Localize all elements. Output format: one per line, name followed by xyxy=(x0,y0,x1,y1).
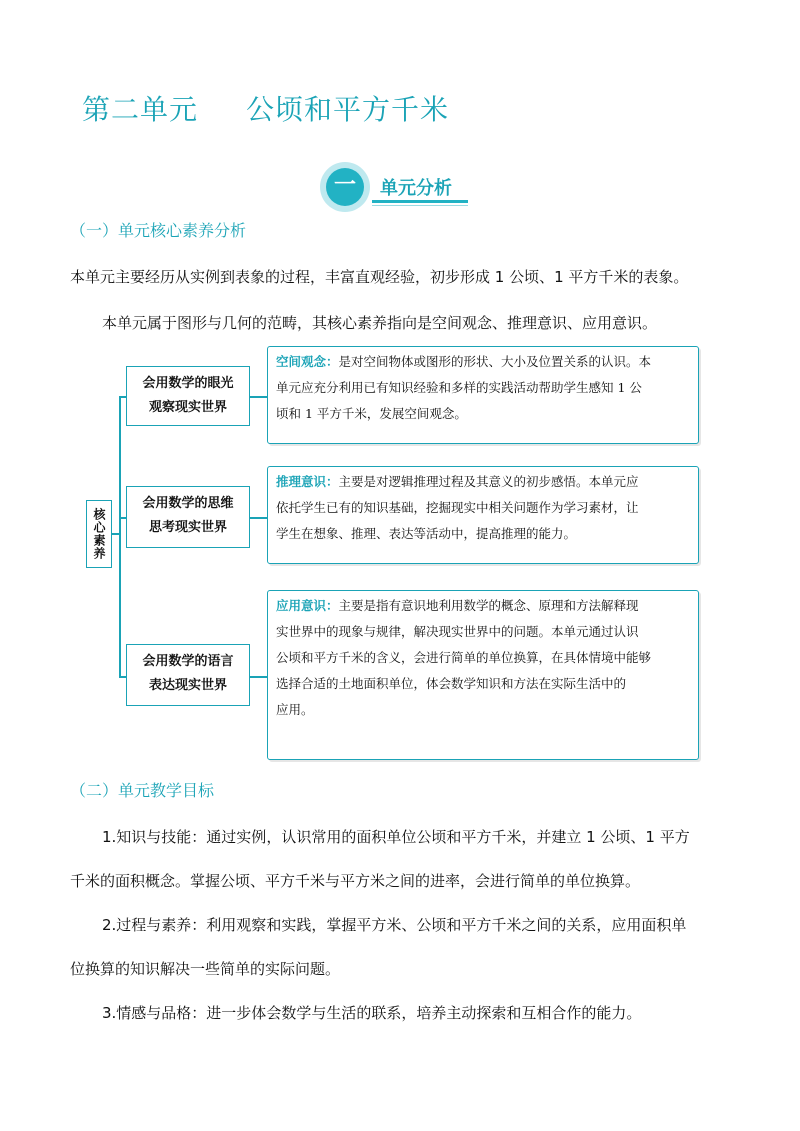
keyword-spatial: 空间观念： xyxy=(276,354,339,369)
desc-line: 选择合适的土地面积单位，体会数学知识和方法在实际生活中的 xyxy=(276,676,627,691)
goal-3-line-1: 3.情感与品格：进一步体会数学与生活的联系，培养主动探索和互相合作的能力。 xyxy=(102,1004,642,1022)
goal-1-line-2: 千米的面积概念。掌握公顷、平方千米与平方米之间的进率，会进行简单的单位换算。 xyxy=(70,872,641,890)
section-number: 一 xyxy=(326,168,364,206)
desc-line: 单元应充分利用已有知识经验和多样的实践活动帮助学生感知 1 公 xyxy=(276,380,642,395)
unit-topic: 公顷和平方千米 xyxy=(246,93,450,126)
core-literacy-box: 核心素养 xyxy=(86,500,112,568)
node-line: 会用数学的思维 xyxy=(142,496,234,511)
section-badge xyxy=(320,160,480,216)
part1-heading: （一）单元核心素养分析 xyxy=(70,221,247,240)
desc-box-application xyxy=(267,590,699,760)
node-line: 观察现实世界 xyxy=(148,400,227,415)
diagram-node-express xyxy=(126,644,250,706)
keyword-application: 应用意识： xyxy=(276,598,339,613)
desc-line: 是对空间物体或图形的形状、大小及位置关系的认识。本 xyxy=(338,354,652,369)
desc-box-spatial xyxy=(267,346,699,444)
unit-number: 第二单元 xyxy=(82,93,199,126)
desc-line: 应用。 xyxy=(276,702,314,717)
node-line: 思考现实世界 xyxy=(148,520,227,535)
part1-paragraph-2: 本单元属于图形与几何的范畴，其核心素养指向是空间观念、推理意识、应用意识。 xyxy=(102,314,658,332)
keyword-reasoning: 推理意识： xyxy=(276,474,339,489)
desc-line: 顷和 1 平方千米，发展空间观念。 xyxy=(276,406,467,421)
desc-line: 主要是对逻辑推理过程及其意义的初步感悟。本单元应 xyxy=(338,474,639,489)
node-line: 会用数学的眼光 xyxy=(142,376,234,391)
goal-2-line-1: 2.过程与素养：利用观察和实践，掌握平方米、公顷和平方千米之间的关系，应用面积单 xyxy=(102,916,687,934)
part1-paragraph-1: 本单元主要经历从实例到表象的过程，丰富直观经验，初步形成 1 公顷、1 平方千米的表象。 xyxy=(70,268,689,286)
desc-line: 实世界中的现象与规律，解决现实世界中的问题。本单元通过认识 xyxy=(276,624,639,639)
goal-1-line-1: 1.知识与技能：通过实例，认识常用的面积单位公顷和平方千米，并建立 1 公顷、1 平方 xyxy=(102,828,690,846)
desc-line: 公顷和平方千米的含义，会进行简单的单位换算，在具体情境中能够 xyxy=(276,650,652,665)
desc-box-reasoning xyxy=(267,466,699,564)
node-line: 表达现实世界 xyxy=(148,678,227,693)
desc-line: 学生在想象、推理、表达等活动中，提高推理的能力。 xyxy=(276,526,577,541)
diagram-node-think xyxy=(126,486,250,548)
desc-line: 主要是指有意识地利用数学的概念、原理和方法解释现 xyxy=(338,598,639,613)
page-title xyxy=(82,88,449,128)
part2-heading: （二）单元教学目标 xyxy=(70,781,215,800)
diagram-node-observe xyxy=(126,366,250,426)
node-line: 会用数学的语言 xyxy=(142,654,234,669)
desc-line: 依托学生已有的知识基础，挖掘现实中相关问题作为学习素材，让 xyxy=(276,500,639,515)
goal-2-line-2: 位换算的知识解决一些简单的实际问题。 xyxy=(70,960,341,978)
section-label: 单元分析 xyxy=(380,178,452,199)
